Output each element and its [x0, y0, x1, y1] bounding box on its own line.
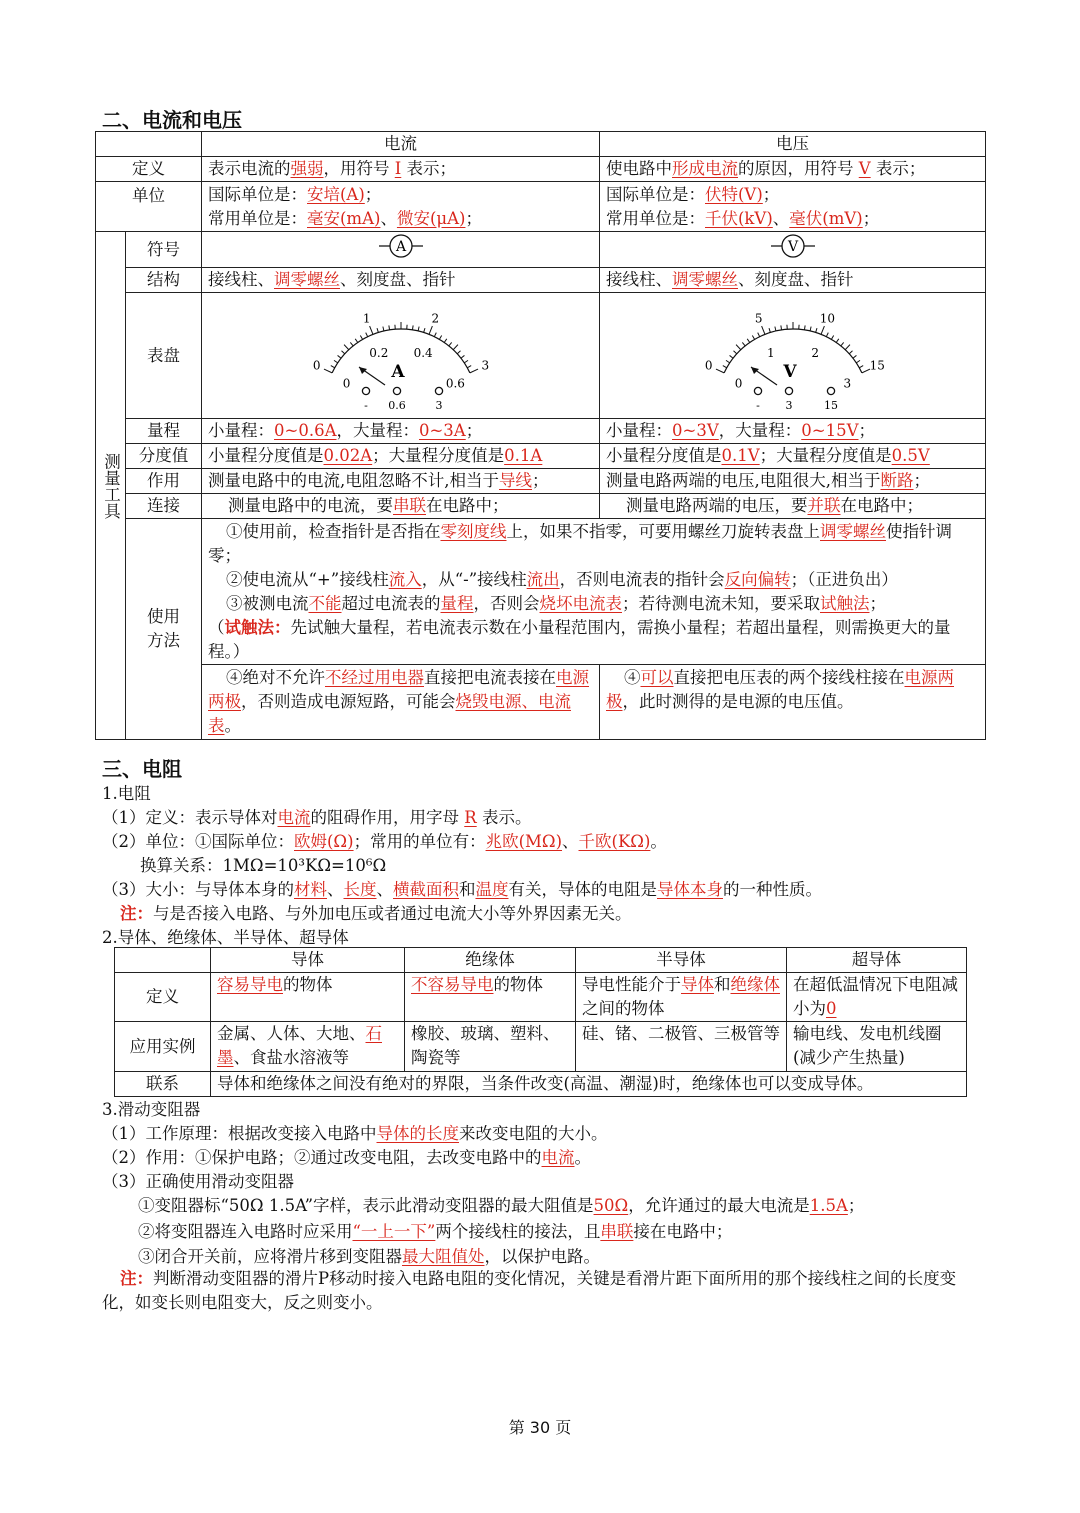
- dial-tick: [769, 328, 770, 332]
- dial-outer-label: 10: [819, 311, 835, 326]
- ammeter-warning: ④绝对不允许不经过用电器直接把电流表接在电源两极，否则造成电源短路，可能会烧毁电源、电流表。: [202, 665, 600, 740]
- ammeter-symbol-icon: [379, 232, 423, 260]
- dial-tick: [821, 326, 824, 334]
- subheading-materials: 2.导体、绝缘体、半导体、超导体: [102, 928, 349, 947]
- dial-tick: [715, 369, 723, 373]
- current-connection: 测量电路中的电流，要串联在电路中；: [202, 494, 600, 519]
- rheostat-function: （2）作用：①保护电路；②通过改变电阻，去改变电路中的电流。: [102, 1148, 591, 1167]
- superconductor-definition: 在超低温情况下电阻减小为0: [787, 973, 967, 1022]
- dial-tick: [439, 336, 441, 340]
- voltmeter-symbol-cell: [600, 232, 986, 268]
- needle-tip-icon: [359, 367, 367, 374]
- dial-tick: [423, 328, 424, 332]
- dial-tick: [852, 355, 856, 358]
- rheostat-before-closing: ③闭合开关前，应将滑片移到变阻器最大阻值处，以保护电路。: [138, 1247, 600, 1266]
- dial-tick: [859, 366, 863, 368]
- current-structure: 接线柱、调零螺丝、刻度盘、指针: [202, 268, 600, 293]
- voltage-division: 小量程分度值是0.1V；大量程分度值是0.5V: [600, 444, 986, 469]
- row-label-material-definition: 定义: [115, 973, 211, 1022]
- row-label-range: 量程: [126, 419, 202, 444]
- dial-tick: [761, 326, 764, 334]
- dial-tick: [831, 336, 833, 340]
- current-voltage-table: [95, 131, 986, 740]
- row-label-structure: 结构: [126, 268, 202, 293]
- dial-outer-label: 1: [362, 311, 370, 326]
- terminal-icon: [785, 387, 792, 394]
- dial-tick: [460, 355, 464, 358]
- voltage-unit: 国际单位是：伏特(V)； 常用单位是：千伏(kV)、毫伏(mV)；: [600, 182, 986, 232]
- dial-tick: [849, 351, 852, 354]
- current-definition: 表示电流的强弱，用符号 I 表示；: [202, 157, 600, 182]
- rheostat-usage-heading: （3）正确使用滑动变阻器: [102, 1172, 294, 1191]
- resistance-units: （2）单位：①国际单位：欧姆(Ω)；常用的单位有：兆欧(MΩ)、千欧(KΩ)。: [102, 832, 667, 851]
- row-label-function: 作用: [126, 469, 202, 494]
- dial-tick: [752, 336, 754, 340]
- dial-inner-label: 2: [810, 346, 819, 361]
- header-superconductor: 超导体: [787, 948, 967, 973]
- dial-tick: [856, 360, 860, 362]
- voltage-connection: 测量电路两端的电压，要并联在电路中；: [600, 494, 986, 519]
- dial-tick: [365, 333, 367, 337]
- dial-tick: [804, 325, 805, 329]
- section-title-current-voltage: 二、电流和电压: [102, 108, 242, 132]
- row-label-usage: 使用方法: [126, 519, 202, 740]
- terminal-label: 3: [435, 399, 442, 411]
- resistance-definition: （1）定义：表示导体对电流的阻碍作用，用字母 R 表示。: [102, 808, 532, 827]
- terminal-icon: [393, 387, 400, 394]
- dial-tick: [815, 328, 816, 332]
- dial-tick: [722, 366, 726, 368]
- dial-tick: [350, 342, 353, 345]
- svg-text:A: A: [395, 239, 406, 255]
- dial-tick: [341, 351, 344, 354]
- current-division: 小量程分度值是0.02A；大量程分度值是0.1A: [202, 444, 600, 469]
- dial-tick: [344, 345, 349, 350]
- row-label-division: 分度值: [126, 444, 202, 469]
- dial-tick: [469, 369, 477, 373]
- terminal-label: 15: [823, 399, 838, 411]
- voltmeter-dial-cell: [600, 293, 986, 419]
- dial-inner-label: 3: [843, 376, 851, 391]
- voltage-range: 小量程：0~3V，大量程：0~15V；: [600, 419, 986, 444]
- current-unit: 国际单位是：安培(A)； 常用单位是：毫安(mA)、微安(μA)；: [202, 182, 600, 232]
- subheading-resistance: 1.电阻: [102, 784, 151, 803]
- header-semiconductor: 半导体: [576, 948, 787, 973]
- usage-shared: [202, 519, 986, 665]
- dial-inner-label: 1: [766, 346, 775, 361]
- rheostat-principle: （1）工作原理：根据改变接入电路中导体的长度来改变电阻的大小。: [102, 1124, 608, 1143]
- dial-tick: [726, 360, 730, 362]
- dial-tick: [377, 328, 378, 332]
- ammeter-dial-cell: [202, 293, 600, 419]
- dial-tick: [360, 336, 362, 340]
- rheostat-note: 注：判断滑动变阻器的滑片P移动时接入电路电阻的变化情况，关键是看滑片距下面所用的那个接线柱之间的长度变化，如变长则电阻变大，反之则变小。: [102, 1269, 957, 1312]
- dial-tick: [729, 355, 733, 358]
- dial-tick: [457, 351, 460, 354]
- svg-text:V: V: [787, 239, 798, 255]
- terminal-icon: [435, 387, 442, 394]
- terminal-label: 3: [785, 399, 792, 411]
- materials-table: [114, 947, 967, 1097]
- row-label-examples: 应用实例: [115, 1022, 211, 1072]
- relation-text: 导体和绝缘体之间没有绝对的界限，当条件改变(高温、潮湿)时，绝缘体也可以变成导体。: [211, 1072, 967, 1097]
- dial-outer-label: 15: [869, 358, 885, 373]
- dial-tick: [780, 325, 781, 329]
- subheading-rheostat: 3.滑动变阻器: [102, 1100, 201, 1119]
- dial-tick: [742, 342, 745, 345]
- dial-tick: [757, 333, 759, 337]
- terminal-icon: [362, 387, 369, 394]
- usage-step-2: ②使电流从“+”接线柱流入，从“-”接线柱流出，否则电流表的指针会反向偏转；（正进负出）: [226, 570, 898, 589]
- insulator-examples: 橡胶、玻璃、塑料、陶瓷等: [405, 1022, 576, 1072]
- meter-letter: A: [390, 362, 405, 382]
- conductor-definition: 容易导电的物体: [211, 973, 405, 1022]
- ammeter-symbol-cell: [202, 232, 600, 268]
- dial-tick: [412, 325, 413, 329]
- dial-tick: [448, 342, 451, 345]
- voltage-function: 测量电路两端的电压,电阻很大,相当于断路；: [600, 469, 986, 494]
- row-label-relation: 联系: [115, 1072, 211, 1097]
- rheostat-rating: ①变阻器标“50Ω 1.5A”字样，表示此滑动变阻器的最大阻值是50Ω，允许通过的最大电流是1.5A；: [138, 1196, 865, 1215]
- dial-tick: [810, 327, 811, 331]
- dial-tick: [323, 369, 331, 373]
- header-current: 电流: [202, 132, 600, 157]
- current-function: 测量电路中的电流,电阻忽略不计,相当于导线；: [202, 469, 600, 494]
- dial-tick: [355, 339, 358, 343]
- dial-tick: [733, 351, 736, 354]
- semiconductor-definition: 导电性能介于导体和绝缘体之间的物体: [576, 973, 787, 1022]
- dial-outer-label: 3: [480, 358, 489, 373]
- current-range: 小量程：0~0.6A，大量程：0~3A；: [202, 419, 600, 444]
- ammeter-dial: [301, 293, 501, 411]
- dial-tick: [836, 339, 839, 343]
- rheostat-wiring: ②将变阻器连入电路时应采用“一上一下”两个接线柱的接法，且串联接在电路中；: [138, 1222, 733, 1241]
- terminal-label: 0.6: [387, 399, 406, 411]
- row-label-measuring-tool: 测量工具: [96, 232, 126, 740]
- dial-tick: [736, 345, 741, 350]
- row-label-symbol: 符号: [126, 232, 202, 268]
- dial-outer-label: 0: [704, 358, 713, 373]
- terminal-icon: [754, 387, 761, 394]
- corner-cell: [96, 132, 202, 157]
- dial-tick: [845, 345, 850, 350]
- row-label-connection: 连接: [126, 494, 202, 519]
- conductor-examples: 金属、人体、大地、石墨、食盐水溶液等: [211, 1022, 405, 1072]
- superconductor-examples: 输电线、发电机线圈(减少产生热量): [787, 1022, 967, 1072]
- dial-outer-label: 2: [431, 311, 439, 326]
- terminal-label: -: [755, 399, 760, 411]
- dial-inner-label: 0.2: [368, 346, 388, 361]
- dial-tick: [826, 333, 828, 337]
- dial-tick: [774, 327, 775, 331]
- usage-step-3: ③被测电流不能超过电流表的量程，否则会烧坏电流表；若待测电流未知，要采取试触法；: [226, 594, 886, 613]
- dial-tick: [464, 360, 468, 362]
- terminal-label: -: [363, 399, 368, 411]
- voltage-definition: 使电路中形成电流的原因，用符号 V 表示；: [600, 157, 986, 182]
- voltmeter-note: ④可以直接把电压表的两个接线柱接在电源两极，此时测得的是电源的电压值。: [600, 665, 986, 740]
- dial-outer-label: 0: [312, 358, 321, 373]
- resistance-note: 注：与是否接入电路、与外加电压或者通过电流大小等外界因素无关。: [120, 904, 632, 923]
- voltmeter-symbol-icon: [771, 232, 815, 260]
- meter-letter: V: [782, 362, 797, 382]
- usage-step-1: ①使用前，检查指针是否指在零刻度线上，如果不指零，可要用螺丝刀旋转表盘上调零螺丝使指针调零；: [208, 522, 952, 565]
- voltage-structure: 接线柱、调零螺丝、刻度盘、指针: [600, 268, 986, 293]
- dial-tick: [429, 326, 432, 334]
- materials-corner: [115, 948, 211, 973]
- dial-tick: [444, 339, 447, 343]
- header-insulator: 绝缘体: [405, 948, 576, 973]
- trial-touch-note: （试触法：先试触大量程，若电流表示数在小量程范围内，需换小量程；若超出量程，则需换更大的量程。）: [208, 618, 951, 661]
- resistance-factors: （3）大小：与导体本身的材料、长度、横截面积和温度有关，导体的电阻是导体本身的一种性质。: [102, 880, 822, 899]
- dial-inner-label: 0: [342, 376, 350, 391]
- dial-tick: [747, 339, 750, 343]
- terminal-icon: [827, 387, 834, 394]
- row-label-definition: 定义: [96, 157, 202, 182]
- row-label-dial: 表盘: [126, 293, 202, 419]
- dial-inner-label: 0: [734, 376, 742, 391]
- dial-inner-label: 0.6: [445, 376, 465, 391]
- needle-tip-icon: [751, 367, 759, 374]
- section-title-resistance: 三、电阻: [102, 757, 182, 781]
- row-label-unit: 单位: [96, 182, 202, 232]
- unit-conversion: 换算关系：1MΩ=10³KΩ=10⁶Ω: [140, 856, 387, 875]
- dial-tick: [840, 342, 843, 345]
- dial-tick: [382, 327, 383, 331]
- page-number: 第 30 页: [508, 1418, 572, 1437]
- dial-tick: [334, 360, 338, 362]
- semiconductor-examples: 硅、锗、二极管、三极管等: [576, 1022, 787, 1072]
- dial-inner-label: 0.4: [413, 346, 433, 361]
- dial-tick: [467, 366, 471, 368]
- dial-outer-label: 5: [754, 311, 762, 326]
- voltmeter-dial: [693, 293, 893, 411]
- dial-tick: [337, 355, 341, 358]
- header-conductor: 导体: [211, 948, 405, 973]
- header-voltage: 电压: [600, 132, 986, 157]
- insulator-definition: 不容易导电的物体: [405, 973, 576, 1022]
- dial-tick: [434, 333, 436, 337]
- dial-tick: [369, 326, 372, 334]
- dial-tick: [453, 345, 458, 350]
- dial-tick: [330, 366, 334, 368]
- dial-tick: [388, 325, 389, 329]
- dial-tick: [418, 327, 419, 331]
